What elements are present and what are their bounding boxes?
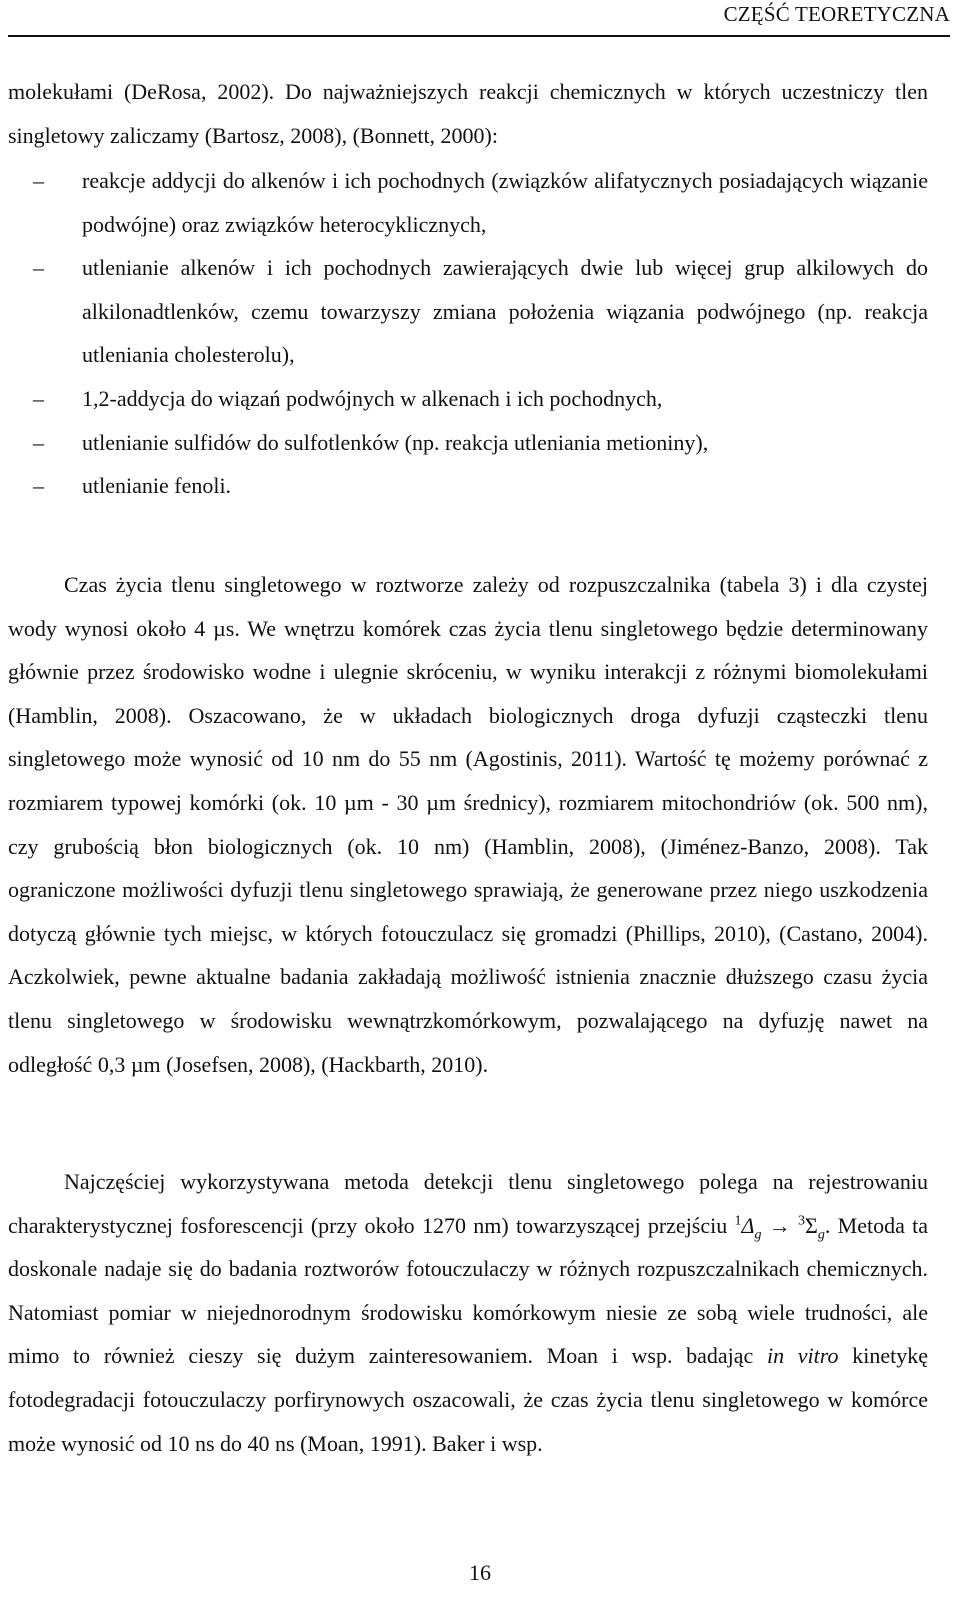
paragraph-text-part: . Metoda ta doskonale nadaje się do badania roztworów fotouczulaczy w różnych rozpuszczalnikach chemicznych. Natomiast pomiar w niejednorodnym środowisku komórkowym niesie ze sobą wiele trudności, ale mimo to również cieszy się dużym zainteresowaniem. Moan i wsp. badając [8,1212,928,1369]
list-item-text: reakcje addycji do alkenów i ich pochodnych (związków alifatycznych posiadających wiązanie podwójne) oraz związków heterocyklicznych, [82,168,928,237]
transition-term-triplet [798,1212,825,1242]
list-item [8,246,928,377]
list-item [8,421,928,465]
list-dash: – [33,255,44,281]
greek-symbol: Σ [805,1212,818,1238]
list-item-text: utlenianie sulfidów do sulfotlenków (np. reakcja utleniania metioniny), [82,429,709,455]
transition-term-singlet [734,1212,762,1242]
greek-symbol: Δ [741,1212,755,1238]
list-dash: – [33,473,44,499]
paragraph-text-part: Najczęściej wykorzystywana metoda detekcji tlenu singletowego polega na rejestrowaniu charakterystycznej fosforescencji (przy około 1270 nm) towarzyszącej przejściu [8,1169,928,1238]
subscript: g [817,1226,825,1242]
header-rule [8,35,950,37]
list-dash: – [33,429,44,455]
superscript: 3 [798,1213,806,1229]
lead-in-text: molekułami (DeRosa, 2002). Do najważniejszych reakcji chemicznych w których uczestniczy tlen singletowy zaliczamy (Bartosz, 2008), (Bonnett, 2000): [8,79,928,148]
list-item-text: utlenianie alkenów i ich pochodnych zawierających dwie lub więcej grup alkilowych do alkilonadtlenków, czemu towarzyszy zmiana położenia wiązania podwójnego (np. reakcja utleniania cholesterolu), [82,255,928,368]
arrow-symbol: → [761,1212,799,1238]
paragraph-lifetime [8,563,928,1086]
list-item [8,377,928,421]
subscript: g [754,1226,762,1242]
paragraph-detection [8,1160,928,1465]
list-dash: – [33,168,44,193]
paragraph-text-part: kinetykę fotodegradacji fotouczulaczy porfirynowych oszacowali, że czas życia tlenu singletowego w komórce może wynosić od 10 ns do 40 ns (Moan, 1991). Baker i wsp. [8,1343,928,1456]
paragraph-text [8,1160,928,1465]
superscript: 1 [734,1213,742,1229]
list-item [8,159,928,246]
page-number: 16 [469,1560,491,1585]
reaction-list [8,159,928,508]
lead-in-paragraph [8,70,928,157]
list-item-text: utlenianie fenoli. [82,473,232,499]
list-item-text: 1,2-addycja do wiązań podwójnych w alkenach i ich pochodnych, [82,385,663,411]
list-item [8,464,928,508]
list-dash: – [33,385,44,411]
section-header: CZĘŚĆ TEORETYCZNA [723,2,950,26]
italic-term: in vitro [767,1343,839,1369]
paragraph-text: Czas życia tlenu singletowego w roztworze zależy od rozpuszczalnika (tabela 3) i dla czystej wody wynosi około 4 µs. We wnętrzu komórek czas życia tlenu singletowego będzie determinowany głównie przez środowisko wodne i ulegnie skróceniu, w wyniku interakcji z różnymi biomolekułami (Hamblin, 2008). Oszacowano, że w układach biologicznych droga dyfuzji cząsteczki tlenu singletowego może wynosić od 10 nm do 55 nm (Agostinis, 2011). Wartość tę możemy porównać z rozmiarem typowej komórki (ok. 10 µm - 30 µm średnicy), rozmiarem mitochondriów (ok. 500 nm), czy grubością błon biologicznych (ok. 10 nm) (Hamblin, 2008), (Jiménez-Banzo, 2008). Tak ograniczone możliwości dyfuzji tlenu singletowego sprawiają, że generowane przez niego uszkodzenia dotyczą głównie tych miejsc, w których fotouczulacz się gromadzi (Phillips, 2010), (Castano, 2004). Aczkolwiek, pewne aktualne badania zakładają możliwość istnienia znacznie dłuższego czasu życia tlenu singletowego w środowisku wewnątrzkomórkowym, pozwalającego na dyfuzję nawet na odległość 0,3 µm (Josefsen, 2008), (Hackbarth, 2010). [8,572,928,1077]
